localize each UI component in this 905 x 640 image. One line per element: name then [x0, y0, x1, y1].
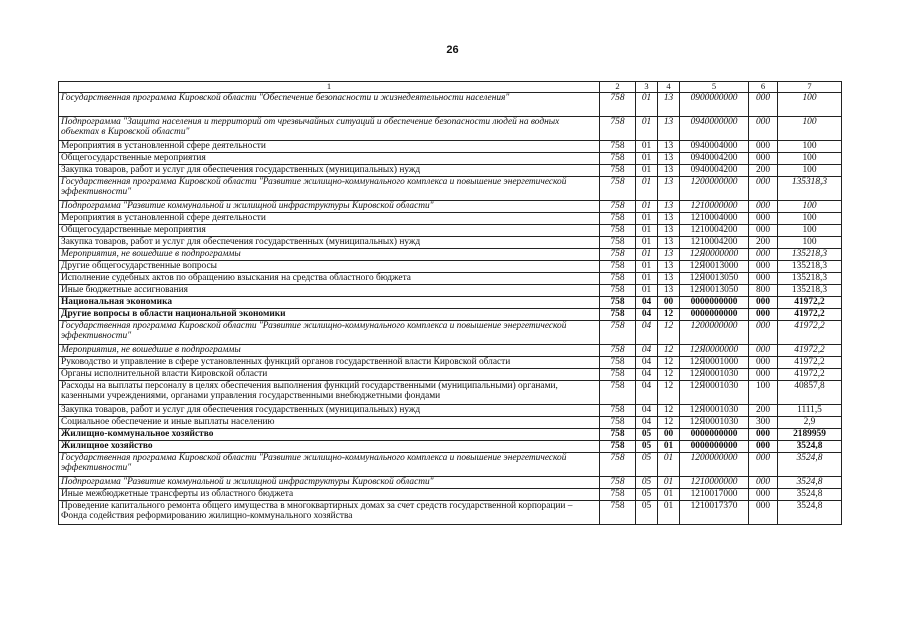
- row-section-code: 05: [636, 488, 658, 500]
- row-target-code: 12Я0001030: [680, 368, 749, 380]
- row-subsection-code: 12: [658, 320, 680, 344]
- row-subsection-code: 00: [658, 428, 680, 440]
- row-amount: 3524,8: [778, 476, 842, 488]
- table-row: [59, 164, 842, 176]
- row-expense-type: 000: [749, 248, 778, 260]
- row-expense-type: 000: [749, 344, 778, 356]
- row-name: Проведение капитального ремонта общего имущества в многоквартирных домах за счет средств государственной корпорации – Фонда содействия реформированию жилищно-коммунального хозяйства: [59, 500, 600, 524]
- row-amount: 40857,8: [778, 380, 842, 404]
- table-row: [59, 152, 842, 164]
- table-row: [59, 488, 842, 500]
- row-subsection-code: 13: [658, 260, 680, 272]
- row-name: Государственная программа Кировской области "Обеспечение безопасности и жизнедеятельности населения": [59, 92, 600, 116]
- row-section-code: 01: [636, 212, 658, 224]
- row-name: Другие вопросы в области национальной экономики: [59, 308, 600, 320]
- row-ministry-code: 758: [600, 428, 636, 440]
- row-ministry-code: 758: [600, 488, 636, 500]
- row-name: Закупка товаров, работ и услуг для обеспечения государственных (муниципальных) нужд: [59, 404, 600, 416]
- row-subsection-code: 12: [658, 344, 680, 356]
- row-amount: 100: [778, 224, 842, 236]
- row-ministry-code: 758: [600, 272, 636, 284]
- table-row: [59, 236, 842, 248]
- row-subsection-code: 12: [658, 416, 680, 428]
- row-name: Общегосударственные мероприятия: [59, 152, 600, 164]
- row-section-code: 01: [636, 260, 658, 272]
- row-amount: 2189959: [778, 428, 842, 440]
- row-amount: 135318,3: [778, 176, 842, 200]
- row-expense-type: 000: [749, 260, 778, 272]
- row-section-code: 04: [636, 308, 658, 320]
- row-section-code: 01: [636, 248, 658, 260]
- row-section-code: 05: [636, 476, 658, 488]
- row-ministry-code: 758: [600, 356, 636, 368]
- row-expense-type: 000: [749, 500, 778, 524]
- row-subsection-code: 01: [658, 452, 680, 476]
- row-expense-type: 000: [749, 428, 778, 440]
- row-subsection-code: 12: [658, 356, 680, 368]
- table-row: [59, 116, 842, 140]
- row-subsection-code: 01: [658, 488, 680, 500]
- row-target-code: 0000000000: [680, 440, 749, 452]
- row-ministry-code: 758: [600, 152, 636, 164]
- table-header-row: [59, 82, 842, 93]
- row-target-code: 12Я0000000: [680, 248, 749, 260]
- row-target-code: 0940004200: [680, 164, 749, 176]
- row-ministry-code: 758: [600, 344, 636, 356]
- table-row: [59, 476, 842, 488]
- header-col-7: 7: [778, 82, 842, 93]
- row-name: Подпрограмма "Развитие коммунальной и жилищной инфраструктуры Кировской области": [59, 476, 600, 488]
- row-expense-type: 200: [749, 236, 778, 248]
- header-col-6: 6: [749, 82, 778, 93]
- row-ministry-code: 758: [600, 236, 636, 248]
- row-ministry-code: 758: [600, 476, 636, 488]
- row-amount: 41972,2: [778, 344, 842, 356]
- row-subsection-code: 12: [658, 368, 680, 380]
- row-name: Жилищно-коммунальное хозяйство: [59, 428, 600, 440]
- row-target-code: 1200000000: [680, 320, 749, 344]
- row-section-code: 01: [636, 272, 658, 284]
- row-amount: 100: [778, 140, 842, 152]
- row-ministry-code: 758: [600, 284, 636, 296]
- row-subsection-code: 13: [658, 92, 680, 116]
- row-ministry-code: 758: [600, 248, 636, 260]
- row-expense-type: 000: [749, 476, 778, 488]
- row-amount: 135218,3: [778, 284, 842, 296]
- table-row: [59, 140, 842, 152]
- row-target-code: 1200000000: [680, 176, 749, 200]
- row-section-code: 04: [636, 368, 658, 380]
- row-name: Государственная программа Кировской области "Развитие жилищно-коммунального комплекса и повышение энергетической эффективности": [59, 452, 600, 476]
- row-expense-type: 000: [749, 452, 778, 476]
- row-target-code: 0000000000: [680, 308, 749, 320]
- row-name: Подпрограмма "Развитие коммунальной и жилищной инфраструктуры Кировской области": [59, 200, 600, 212]
- row-ministry-code: 758: [600, 260, 636, 272]
- table-row: [59, 500, 842, 524]
- row-amount: 100: [778, 212, 842, 224]
- header-col-5: 5: [680, 82, 749, 93]
- row-target-code: 1200000000: [680, 452, 749, 476]
- row-section-code: 04: [636, 356, 658, 368]
- table-row: [59, 92, 842, 116]
- row-name: Государственная программа Кировской области "Развитие жилищно-коммунального комплекса и повышение энергетической эффективности": [59, 320, 600, 344]
- row-ministry-code: 758: [600, 116, 636, 140]
- row-subsection-code: 13: [658, 284, 680, 296]
- header-col-2: 2: [600, 82, 636, 93]
- row-expense-type: 000: [749, 212, 778, 224]
- row-amount: 41972,2: [778, 308, 842, 320]
- row-name: Мероприятия, не вошедшие в подпрограммы: [59, 248, 600, 260]
- row-amount: 41972,2: [778, 296, 842, 308]
- row-ministry-code: 758: [600, 212, 636, 224]
- row-target-code: 0940004000: [680, 140, 749, 152]
- row-subsection-code: 12: [658, 380, 680, 404]
- row-name: Закупка товаров, работ и услуг для обеспечения государственных (муниципальных) нужд: [59, 164, 600, 176]
- table-row: [59, 380, 842, 404]
- row-expense-type: 000: [749, 320, 778, 344]
- row-section-code: 04: [636, 380, 658, 404]
- table-row: [59, 284, 842, 296]
- row-subsection-code: 13: [658, 224, 680, 236]
- row-expense-type: 000: [749, 116, 778, 140]
- table-row: [59, 260, 842, 272]
- row-expense-type: 000: [749, 92, 778, 116]
- row-expense-type: 000: [749, 224, 778, 236]
- row-name: Другие общегосударственные вопросы: [59, 260, 600, 272]
- row-subsection-code: 01: [658, 440, 680, 452]
- row-section-code: 04: [636, 344, 658, 356]
- row-section-code: 01: [636, 200, 658, 212]
- row-ministry-code: 758: [600, 380, 636, 404]
- row-name: Иные бюджетные ассигнования: [59, 284, 600, 296]
- row-name: Государственная программа Кировской области "Развитие жилищно-коммунального комплекса и повышение энергетической эффективности": [59, 176, 600, 200]
- row-ministry-code: 758: [600, 164, 636, 176]
- row-section-code: 01: [636, 92, 658, 116]
- row-section-code: 01: [636, 236, 658, 248]
- row-expense-type: 000: [749, 488, 778, 500]
- row-name: Мероприятия, не вошедшие в подпрограммы: [59, 344, 600, 356]
- row-target-code: 1210004000: [680, 212, 749, 224]
- row-name: Национальная экономика: [59, 296, 600, 308]
- row-subsection-code: 12: [658, 404, 680, 416]
- row-amount: 100: [778, 236, 842, 248]
- row-subsection-code: 13: [658, 176, 680, 200]
- row-ministry-code: 758: [600, 176, 636, 200]
- row-amount: 1111,5: [778, 404, 842, 416]
- row-section-code: 05: [636, 428, 658, 440]
- row-section-code: 01: [636, 224, 658, 236]
- row-subsection-code: 13: [658, 248, 680, 260]
- table-row: [59, 356, 842, 368]
- row-expense-type: 800: [749, 284, 778, 296]
- table-row: [59, 212, 842, 224]
- table-row: [59, 320, 842, 344]
- row-subsection-code: 13: [658, 200, 680, 212]
- row-section-code: 05: [636, 500, 658, 524]
- row-subsection-code: 01: [658, 500, 680, 524]
- table-row: [59, 404, 842, 416]
- header-col-1: 1: [59, 82, 600, 93]
- row-section-code: 01: [636, 140, 658, 152]
- row-amount: 100: [778, 116, 842, 140]
- row-section-code: 04: [636, 404, 658, 416]
- row-target-code: 0000000000: [680, 296, 749, 308]
- row-expense-type: 000: [749, 152, 778, 164]
- table-row: [59, 296, 842, 308]
- row-subsection-code: 13: [658, 140, 680, 152]
- row-name: Общегосударственные мероприятия: [59, 224, 600, 236]
- row-name: Органы исполнительной власти Кировской области: [59, 368, 600, 380]
- row-section-code: 04: [636, 416, 658, 428]
- row-ministry-code: 758: [600, 416, 636, 428]
- row-section-code: 01: [636, 116, 658, 140]
- table-row: [59, 308, 842, 320]
- row-name: Закупка товаров, работ и услуг для обеспечения государственных (муниципальных) нужд: [59, 236, 600, 248]
- row-target-code: 0000000000: [680, 428, 749, 440]
- row-section-code: 04: [636, 320, 658, 344]
- row-amount: 100: [778, 92, 842, 116]
- row-target-code: 1210004200: [680, 236, 749, 248]
- row-target-code: 12Я0000000: [680, 344, 749, 356]
- row-name: Иные межбюджетные трансферты из областного бюджета: [59, 488, 600, 500]
- row-amount: 3524,8: [778, 488, 842, 500]
- row-section-code: 01: [636, 176, 658, 200]
- row-amount: 100: [778, 164, 842, 176]
- row-expense-type: 000: [749, 176, 778, 200]
- row-name: Социальное обеспечение и иные выплаты населению: [59, 416, 600, 428]
- table-row: [59, 344, 842, 356]
- row-name: Подпрограмма "Защита населения и территорий от чрезвычайных ситуаций и обеспечение безопасности людей на водных объектах в Кировской области": [59, 116, 600, 140]
- row-target-code: 12Я0013050: [680, 284, 749, 296]
- row-expense-type: 000: [749, 440, 778, 452]
- row-expense-type: 000: [749, 140, 778, 152]
- table-row: [59, 224, 842, 236]
- row-amount: 100: [778, 200, 842, 212]
- row-amount: 135218,3: [778, 260, 842, 272]
- row-target-code: 1210000000: [680, 476, 749, 488]
- row-amount: 41972,2: [778, 356, 842, 368]
- row-amount: 135218,3: [778, 272, 842, 284]
- row-subsection-code: 13: [658, 116, 680, 140]
- row-target-code: 12Я0001030: [680, 380, 749, 404]
- row-ministry-code: 758: [600, 92, 636, 116]
- row-amount: 3524,8: [778, 452, 842, 476]
- row-subsection-code: 00: [658, 296, 680, 308]
- row-target-code: 12Я0001030: [680, 416, 749, 428]
- row-name: Исполнение судебных актов по обращению взыскания на средства областного бюджета: [59, 272, 600, 284]
- row-subsection-code: 12: [658, 308, 680, 320]
- row-name: Руководство и управление в сфере установленных функций органов государственной власти Кировской области: [59, 356, 600, 368]
- row-section-code: 05: [636, 440, 658, 452]
- row-expense-type: 300: [749, 416, 778, 428]
- row-target-code: 12Я0001000: [680, 356, 749, 368]
- row-ministry-code: 758: [600, 320, 636, 344]
- row-target-code: 12Я0013000: [680, 260, 749, 272]
- row-amount: 3524,8: [778, 500, 842, 524]
- table-row: [59, 416, 842, 428]
- header-col-3: 3: [636, 82, 658, 93]
- row-ministry-code: 758: [600, 200, 636, 212]
- row-name: Жилищное хозяйство: [59, 440, 600, 452]
- row-ministry-code: 758: [600, 296, 636, 308]
- row-amount: 41972,2: [778, 368, 842, 380]
- row-target-code: 1210017000: [680, 488, 749, 500]
- row-ministry-code: 758: [600, 500, 636, 524]
- row-target-code: 0900000000: [680, 92, 749, 116]
- row-target-code: 12Я0001030: [680, 404, 749, 416]
- row-amount: 135218,3: [778, 248, 842, 260]
- row-target-code: 1210004200: [680, 224, 749, 236]
- row-section-code: 05: [636, 452, 658, 476]
- row-amount: 41972,2: [778, 320, 842, 344]
- row-section-code: 04: [636, 296, 658, 308]
- row-target-code: 1210017370: [680, 500, 749, 524]
- row-expense-type: 000: [749, 296, 778, 308]
- row-subsection-code: 13: [658, 152, 680, 164]
- table-row: [59, 200, 842, 212]
- row-subsection-code: 13: [658, 164, 680, 176]
- row-ministry-code: 758: [600, 368, 636, 380]
- header-col-4: 4: [658, 82, 680, 93]
- row-ministry-code: 758: [600, 404, 636, 416]
- row-section-code: 01: [636, 284, 658, 296]
- row-subsection-code: 13: [658, 236, 680, 248]
- row-amount: 2,9: [778, 416, 842, 428]
- table-row: [59, 272, 842, 284]
- row-amount: 100: [778, 152, 842, 164]
- row-ministry-code: 758: [600, 452, 636, 476]
- row-ministry-code: 758: [600, 224, 636, 236]
- table-row: [59, 176, 842, 200]
- row-section-code: 01: [636, 152, 658, 164]
- table-body: [59, 92, 842, 524]
- row-target-code: 0940000000: [680, 116, 749, 140]
- row-expense-type: 000: [749, 272, 778, 284]
- row-subsection-code: 13: [658, 212, 680, 224]
- row-subsection-code: 01: [658, 476, 680, 488]
- row-name: Мероприятия в установленной сфере деятельности: [59, 212, 600, 224]
- row-ministry-code: 758: [600, 140, 636, 152]
- row-expense-type: 000: [749, 368, 778, 380]
- row-target-code: 12Я0013050: [680, 272, 749, 284]
- row-expense-type: 000: [749, 308, 778, 320]
- row-ministry-code: 758: [600, 440, 636, 452]
- row-target-code: 0940004200: [680, 152, 749, 164]
- row-expense-type: 200: [749, 164, 778, 176]
- table-row: [59, 440, 842, 452]
- row-ministry-code: 758: [600, 308, 636, 320]
- row-expense-type: 100: [749, 380, 778, 404]
- table-row: [59, 368, 842, 380]
- row-name: Мероприятия в установленной сфере деятельности: [59, 140, 600, 152]
- row-expense-type: 000: [749, 200, 778, 212]
- row-subsection-code: 13: [658, 272, 680, 284]
- table-row: [59, 248, 842, 260]
- row-section-code: 01: [636, 164, 658, 176]
- table-row: [59, 452, 842, 476]
- row-expense-type: 200: [749, 404, 778, 416]
- table-row: [59, 428, 842, 440]
- row-name: Расходы на выплаты персоналу в целях обеспечения выполнения функций государственными (муниципальными) органами, казенными учреждениями, органами управления государственными внебюджетными фондами: [59, 380, 600, 404]
- row-target-code: 1210000000: [680, 200, 749, 212]
- page-number: 26: [446, 44, 459, 56]
- budget-table: [58, 81, 842, 525]
- row-amount: 3524,8: [778, 440, 842, 452]
- row-expense-type: 000: [749, 356, 778, 368]
